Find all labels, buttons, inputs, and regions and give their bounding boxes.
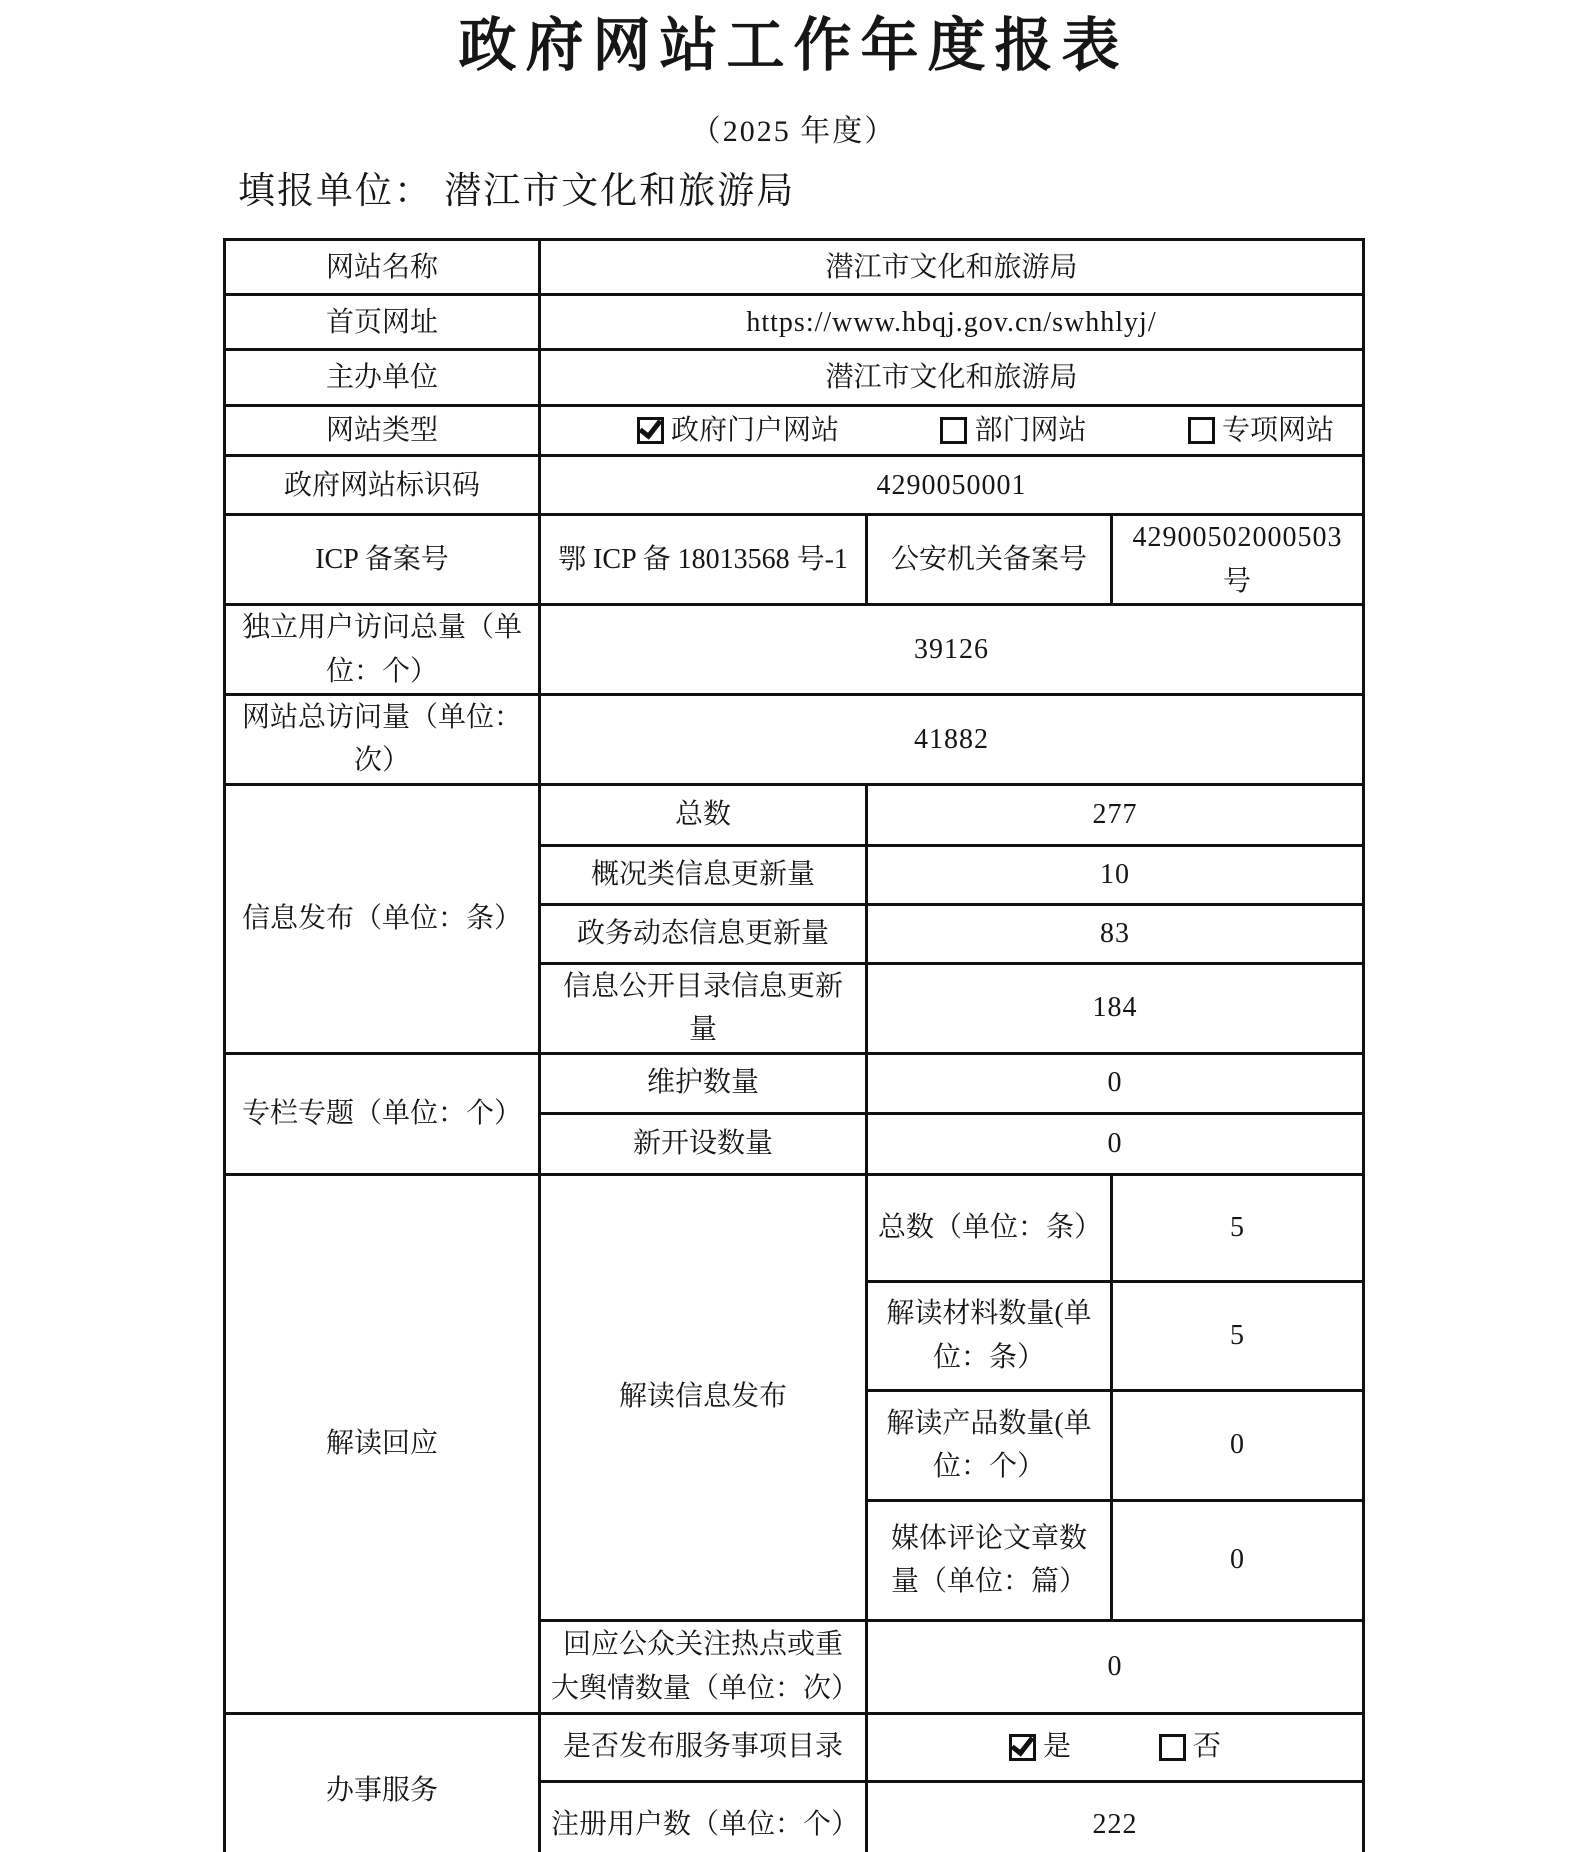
row-total-visits xyxy=(225,695,1364,785)
total-visits-label: 网站总访问量（单位：次） xyxy=(225,695,540,785)
site-identifier-label: 政府网站标识码 xyxy=(225,456,540,515)
row-special-columns-maintained xyxy=(225,1053,1364,1113)
interpretation-response-value: 0 xyxy=(867,1620,1364,1713)
info-publish-catalog-value: 184 xyxy=(867,963,1364,1053)
checkbox-unchecked-icon xyxy=(1159,1734,1186,1761)
site-name-value: 潜江市文化和旅游局 xyxy=(540,240,1364,295)
services-catalog-option-no xyxy=(1159,1725,1221,1768)
interpretation-total-value: 5 xyxy=(1112,1174,1364,1281)
checkbox-unchecked-icon xyxy=(1188,417,1215,444)
site-type-option-special xyxy=(1188,409,1334,452)
services-label: 办事服务 xyxy=(225,1713,540,1852)
info-publish-overview-value: 10 xyxy=(867,845,1364,904)
special-columns-maintained-value: 0 xyxy=(867,1053,1364,1113)
services-catalog-no-label: 否 xyxy=(1193,1731,1222,1763)
icp-filing-label: ICP 备案号 xyxy=(225,515,540,605)
interpretation-materials-label: 解读材料数量(单位：条） xyxy=(867,1281,1112,1390)
site-type-option-portal-label: 政府门户网站 xyxy=(671,415,840,447)
row-icp-filing xyxy=(225,515,1364,605)
special-columns-new-label: 新开设数量 xyxy=(540,1113,867,1174)
services-catalog-yes-label: 是 xyxy=(1042,1731,1071,1763)
homepage-url-value: https://www.hbqj.gov.cn/swhhlyj/ xyxy=(540,295,1364,350)
row-interpretation-total xyxy=(225,1174,1364,1281)
interpretation-products-value: 0 xyxy=(1112,1390,1364,1500)
interpretation-total-label: 总数（单位：条） xyxy=(867,1174,1112,1281)
site-name-label: 网站名称 xyxy=(225,240,540,295)
page-subtitle: （2025 年度） xyxy=(690,114,897,148)
homepage-url-label: 首页网址 xyxy=(225,295,540,350)
interpretation-publish-label: 解读信息发布 xyxy=(540,1174,867,1620)
site-type-label: 网站类型 xyxy=(225,406,540,456)
special-columns-new-value: 0 xyxy=(867,1113,1364,1174)
info-publish-label: 信息发布（单位：条） xyxy=(225,784,540,1053)
interpretation-label: 解读回应 xyxy=(225,1174,540,1713)
checkbox-unchecked-icon xyxy=(940,417,967,444)
info-publish-dynamics-value: 83 xyxy=(867,904,1364,963)
checkbox-checked-icon xyxy=(1009,1734,1036,1761)
interpretation-response-label: 回应公众关注热点或重大舆情数量（单位：次） xyxy=(540,1620,867,1713)
row-homepage-url xyxy=(225,295,1364,350)
site-type-options xyxy=(551,409,1352,452)
row-organizer xyxy=(225,350,1364,406)
row-site-identifier xyxy=(225,456,1364,515)
services-catalog-option-yes xyxy=(1009,1725,1071,1768)
info-publish-dynamics-label: 政务动态信息更新量 xyxy=(540,904,867,963)
police-filing-value: 42900502000503 号 xyxy=(1112,515,1364,605)
total-visits-value: 41882 xyxy=(540,695,1364,785)
site-identifier-value: 4290050001 xyxy=(540,456,1364,515)
row-unique-visitors xyxy=(225,605,1364,695)
info-publish-total-label: 总数 xyxy=(540,784,867,845)
special-columns-label: 专栏专题（单位：个） xyxy=(225,1053,540,1174)
row-services-catalog xyxy=(225,1713,1364,1781)
services-catalog-label: 是否发布服务事项目录 xyxy=(540,1713,867,1781)
page-title: 政府网站工作年度报表 xyxy=(458,13,1129,78)
interpretation-media-label: 媒体评论文章数量（单位：篇） xyxy=(867,1500,1112,1620)
unique-visitors-value: 39126 xyxy=(540,605,1364,695)
services-catalog-options xyxy=(878,1725,1352,1768)
unique-visitors-label: 独立用户访问总量（单位：个） xyxy=(225,605,540,695)
organizer-label: 主办单位 xyxy=(225,350,540,406)
interpretation-media-value: 0 xyxy=(1112,1500,1364,1620)
reporting-unit: 填报单位： 潜江市文化和旅游局 xyxy=(238,170,796,212)
row-site-name xyxy=(225,240,1364,295)
annual-report-table xyxy=(223,238,1365,1852)
site-type-option-portal xyxy=(637,409,839,452)
registered-users-label: 注册用户数（单位：个） xyxy=(540,1781,867,1852)
registered-users-value: 222 xyxy=(867,1781,1364,1852)
row-site-type xyxy=(225,406,1364,456)
site-type-option-department xyxy=(940,409,1086,452)
interpretation-products-label: 解读产品数量(单位：个） xyxy=(867,1390,1112,1500)
row-info-publish-total xyxy=(225,784,1364,845)
special-columns-maintained-label: 维护数量 xyxy=(540,1053,867,1113)
organizer-value: 潜江市文化和旅游局 xyxy=(540,350,1364,406)
info-publish-overview-label: 概况类信息更新量 xyxy=(540,845,867,904)
checkbox-checked-icon xyxy=(637,417,664,444)
interpretation-materials-value: 5 xyxy=(1112,1281,1364,1390)
info-publish-total-value: 277 xyxy=(867,784,1364,845)
icp-filing-value: 鄂 ICP 备 18013568 号-1 xyxy=(540,515,867,605)
site-type-option-department-label: 部门网站 xyxy=(974,415,1087,447)
police-filing-label: 公安机关备案号 xyxy=(867,515,1112,605)
site-type-option-special-label: 专项网站 xyxy=(1221,415,1334,447)
info-publish-catalog-label: 信息公开目录信息更新量 xyxy=(540,963,867,1053)
